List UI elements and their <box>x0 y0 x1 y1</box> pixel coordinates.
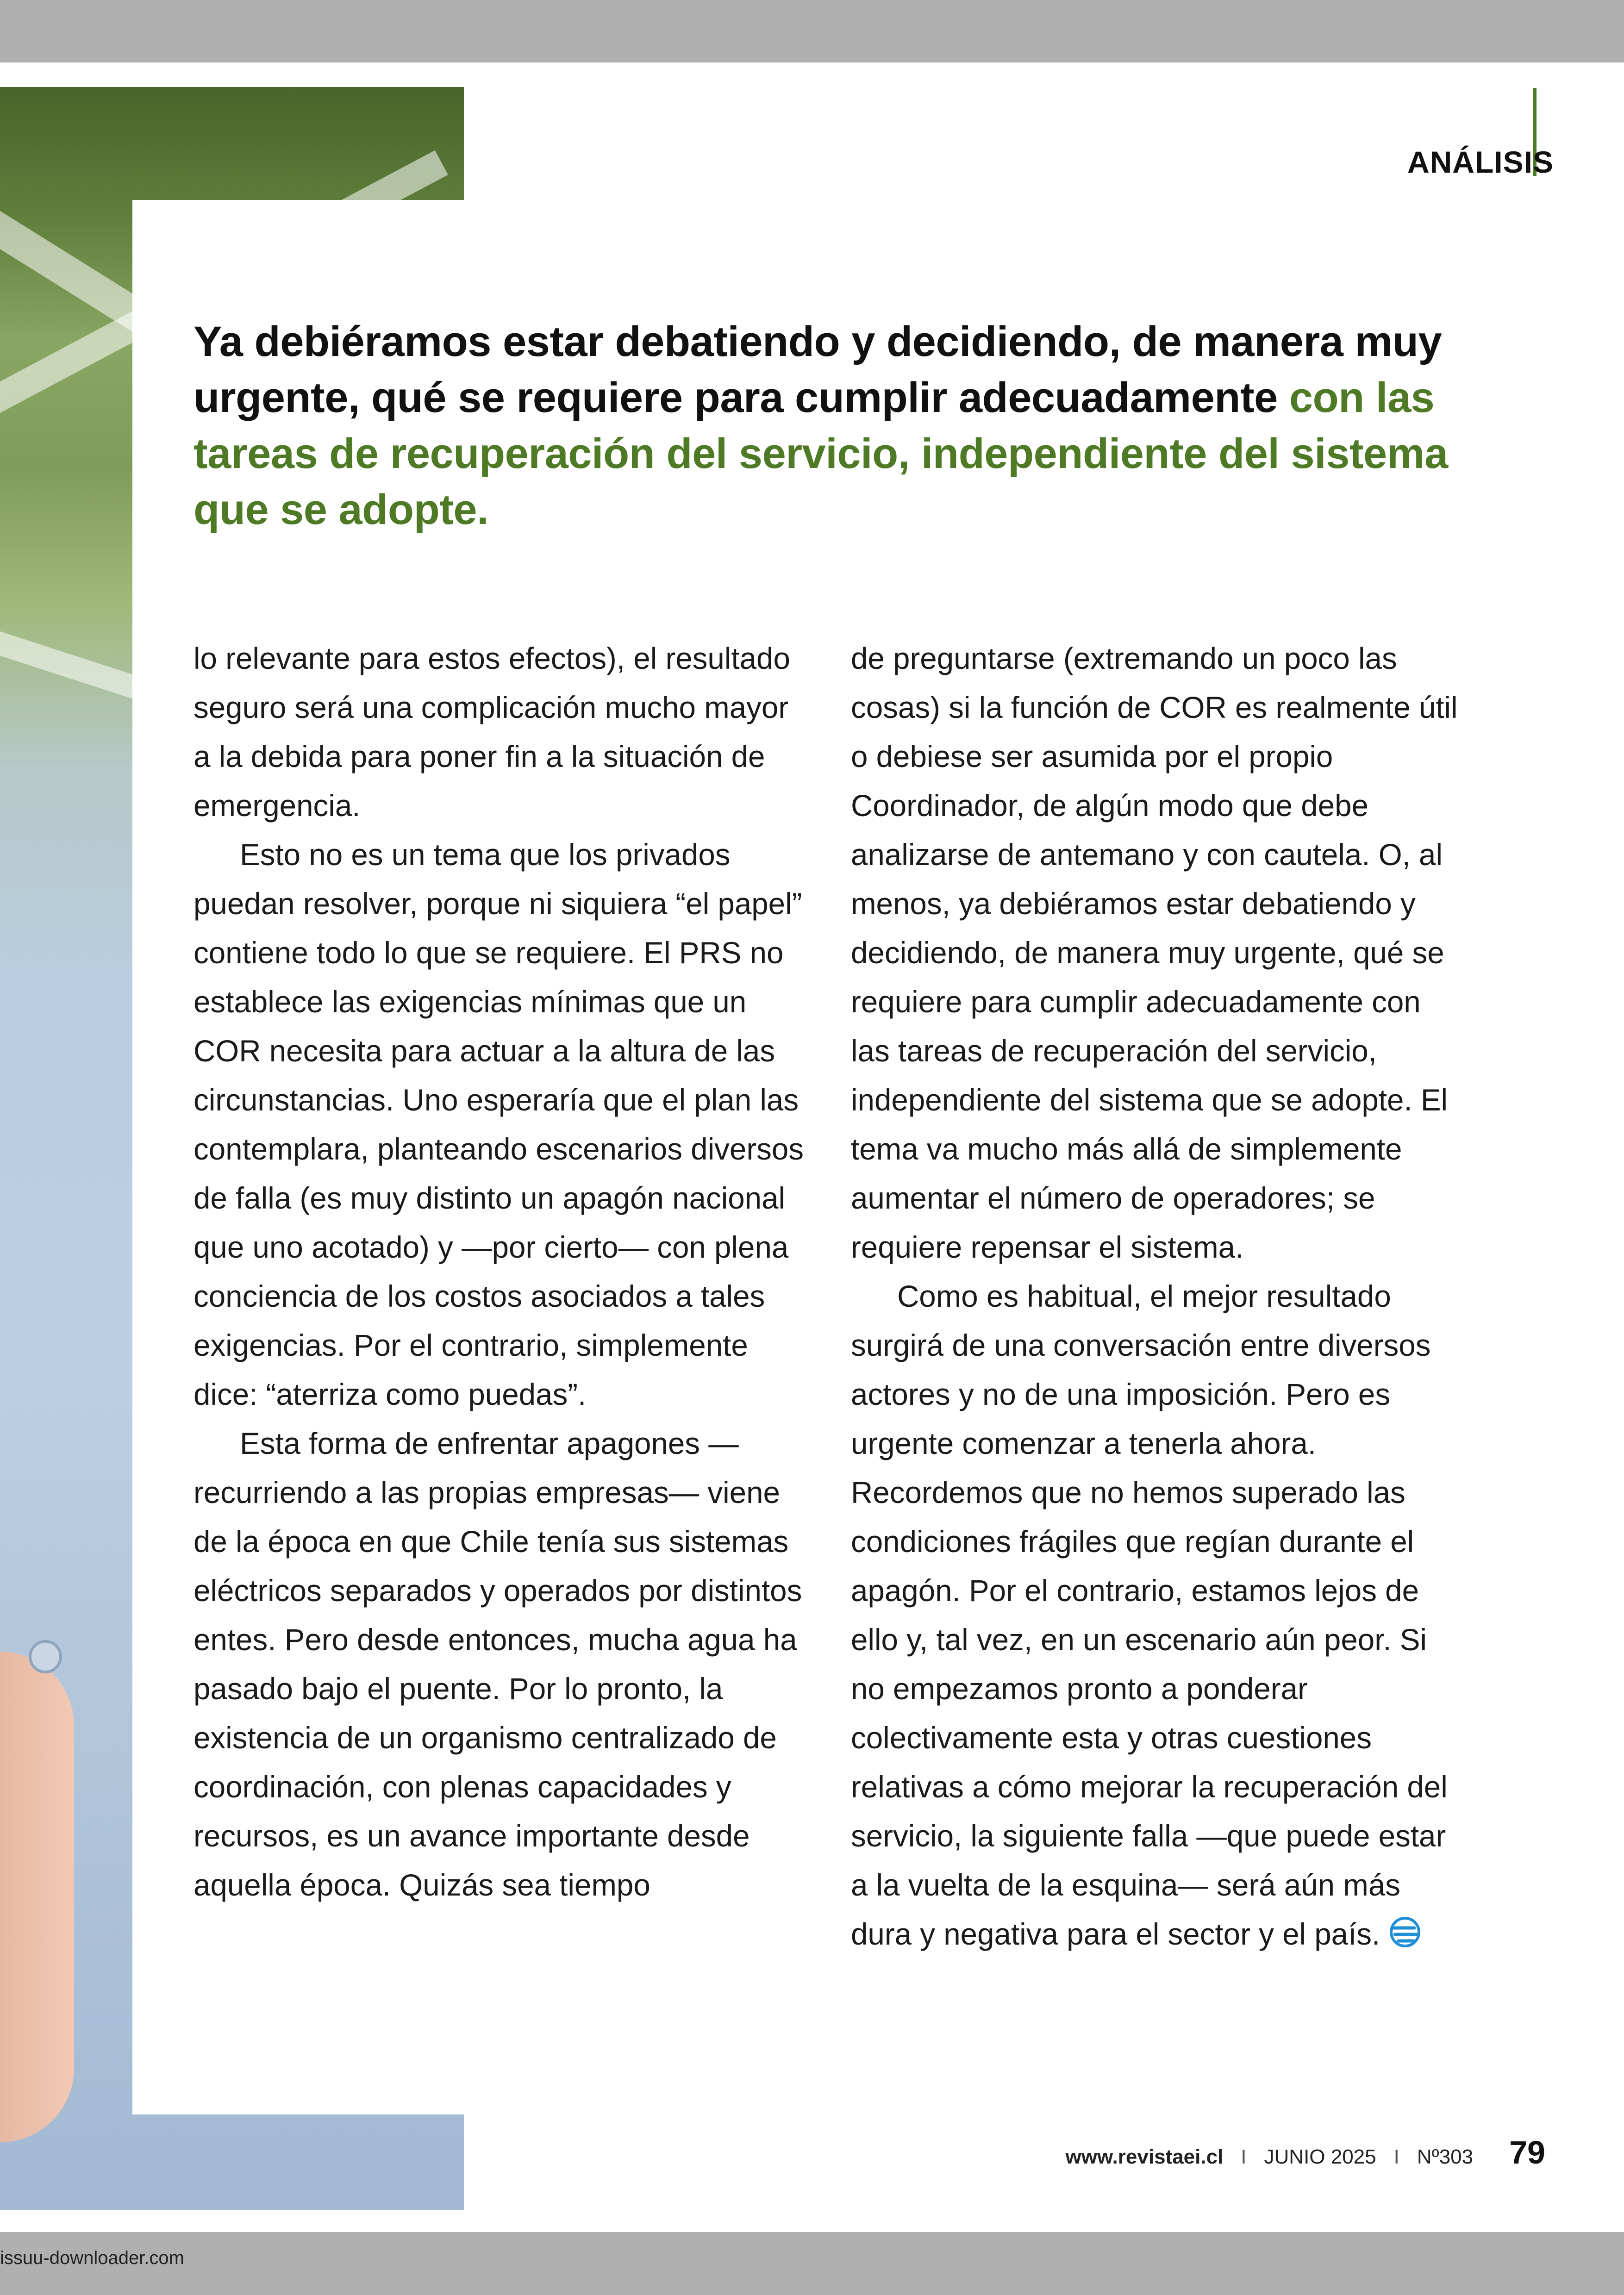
watermark-text: issuu-downloader.com <box>0 2248 184 2268</box>
section-label: ANÁLISIS <box>1407 145 1554 179</box>
article-column-left <box>194 634 805 1910</box>
pull-quote-green: con las tareas de recuperación del servicio, independiente del sistema que se adopte. <box>194 374 1448 533</box>
shirt-button <box>29 1640 62 1673</box>
footer-website[interactable]: www.revistaei.cl <box>1065 2145 1224 2168</box>
page-number: 79 <box>1509 2134 1545 2170</box>
footer-separator: I <box>1393 2145 1399 2168</box>
paragraph: Esto no es un tema que los privados puedan resolver, porque ni siquiera “el papel” contiene todo lo que se requiere. El PRS no establece las exigencias mínimas que un COR necesita para actuar a la altura de las circunstancias. Uno esperaría que el plan las contemplara, planteando escenarios diversos de falla (es muy distinto un apagón nacional que uno acotado) y —por cierto— con plena conciencia de los costos asociados a tales exigencias. Por el contrario, simplemente dice: “aterriza como puedas”. <box>194 838 804 1411</box>
paragraph-text: Como es habitual, el mejor resultado surgirá de una conversación entre diversos actores y no de una imposición. Pero es urgente comenzar a tenerla ahora. Recordemos que no hemos superado las condiciones frágiles que regían durante el apagón. Por el contrario, estamos lejos de ello y, tal vez, en un escenario aún peor. Si no empezamos pronto a ponderar colectivamente esta y otras cuestiones relativas a cómo mejorar la recuperación del servicio, la siguiente falla —que puede estar a la vuelta de la esquina— será aún más dura y negativa para el sector y el país. <box>851 1279 1448 1951</box>
photo-hand <box>0 1652 74 2142</box>
page-footer <box>1066 2134 1545 2171</box>
paragraph: Esta forma de enfrentar apagones —recurriendo a las propias empresas— viene de la época en que Chile tenía sus sistemas eléctricos separados y operados por distintos entes. Pero desde entonces, mucha agua ha pasado bajo el puente. Por lo pronto, la existencia de un organismo centralizado de coordinación, con plenas capacidades y recursos, es un avance importante desde aquella época. Quizás sea tiempo <box>194 1427 802 1902</box>
footer-issue: Nº303 <box>1417 2145 1474 2168</box>
paragraph-final <box>851 1272 1462 1959</box>
paragraph: lo relevante para estos efectos), el resultado seguro será una complicación mucho mayor a la debida para poner fin a la situación de emergencia. <box>194 642 790 823</box>
article-column-right <box>851 634 1462 1959</box>
pull-quote-black: Ya debiéramos estar debatiendo y decidiendo, de manera muy urgente, qué se requiere para cumplir adecuadamente <box>194 318 1442 421</box>
top-frame-band <box>0 0 1624 62</box>
magazine-end-mark-icon <box>1387 1916 1423 1948</box>
bottom-frame-band <box>0 2232 1624 2295</box>
footer-separator: I <box>1241 2145 1247 2168</box>
pull-quote <box>194 314 1490 538</box>
paragraph: de preguntarse (extremando un poco las cosas) si la función de COR es realmente útil o debiese ser asumida por el propio Coordinador, de algún modo que debe analizarse de antemano y con cautela. O, al menos, ya debiéramos estar debatiendo y decidiendo, de manera muy urgente, qué se requiere para cumplir adecuadamente con las tareas de recuperación del servicio, independiente del sistema que se adopte. El tema va mucho más allá de simplemente aumentar el número de operadores; se requiere repensar el sistema. <box>851 642 1458 1264</box>
footer-date: JUNIO 2025 <box>1264 2145 1376 2168</box>
